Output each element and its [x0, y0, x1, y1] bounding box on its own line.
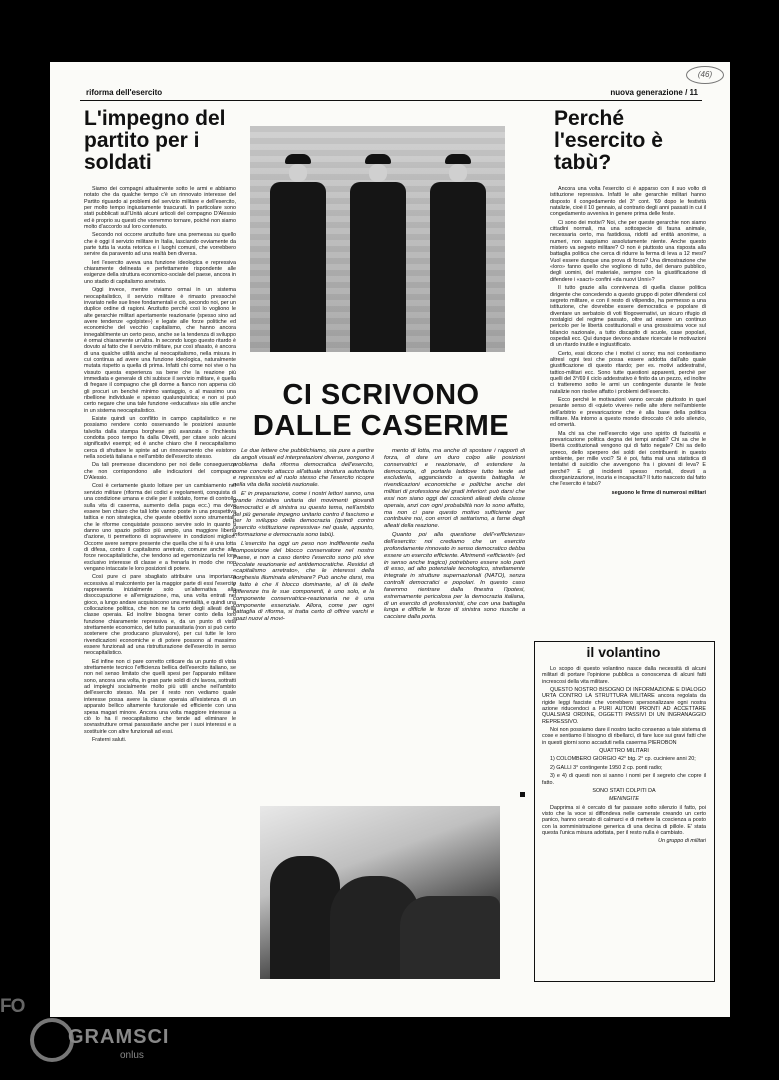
article-paragraph: Ma chi sa che nell'esercito vige uno spirito di faziosità e prevaricazione politica degna dei tempi andati? Chi sa che le libertà costituzionali vengono qui di fatto negate? Chi sa dello spreco, dello sperpero dei soldi dei contribuenti in questo ambiente, per mille voci? Si è poi, fatta mai una statistica di tentativi di suicidio che avvengono fra i giovani di leva? E perché? E gli incidenti spesso mortali, dovuti a disorganizzazione, incuria e incapacità? Il tutto nascosto dal fatto che l'esercito è tabù? [550, 430, 706, 488]
article-paragraph: Il tutto grazie alla connivenza di quella classe politica dirigente che concedendo a questo gruppo di poter difendersi col segreto militare, e con il resto di vilipendio, ha permesso a una istituzione, che dovrebbe essere democratica e popolare di diventare un serbatoio di voti filogovernativi, un sicuro rifugio di nostalgici del regime passato, oltre ad essere un continuo pericolo per le libertà costituzionali e una grossissima voce sul bilancio nazionale, a tutto discapito di scuole, case popolari, ospedali ecc. Qui dunque devono andare ricercate le motivazioni di un ritardo inutile e ingiustificato. [550, 285, 706, 349]
article-paragraph: L'esercito ha oggi un peso non indifferente nella composizione del blocco conservatore nel nostro Paese, e non a caso dentro l'esercito sono più vive circolate reazionarie ed antidemocratiche. Residui di «capitalismo arretrato», che le interessi della borghesia illuminata eliminare? Può anche darsi, ma il fatto è che il blocco dominante, al di là delle differenze tra le sue componenti, è uno solo, e la componente conservatrice-reazionaria ne è una componente essenziale. Allora, come per ogni battaglia di riforma, si tratta certo di offrire varchi e spazi nuovi al movi- [233, 540, 374, 623]
volantino-paragraph: Noi non possiamo dare il nostro tacito consenso a tale sistema di cose e sentiamo il bisogno di ribellarci, di fare luce sui gravi fatti che in questi giorni sono accaduti nella caserma PIEROBON [542, 727, 706, 746]
struck-disease: MENINGITE [609, 796, 639, 803]
article-paragraph: Ci sono dei motivi? Noi, che per queste gerarchie non siamo cittadini normali, ma una sottospecie di fauna animale, necessaria certo, ma fastidiosa, ridotti ad entità anonime, a numeri, non sappiamo assolutamente niente. Anche questo mistero va segreto militare? O non è piuttosto una risposta alla battaglia politica che cerca di ridurre la ferma di leva a 12 mesi? Vuol essere dunque una prova di forza? Una dimostrazione che «loro» fanno quello che vogliono di tutto, del denaro pubblico, degli uomini, del materiale, sempre con la giustificazione di difendere i «sacri» confini «da nuovi Unni»? [550, 219, 706, 283]
officer-figure [350, 154, 406, 352]
page-number: nuova generazione / 11 [610, 88, 698, 97]
article-paragraph: mento di lotta, ma anche di spostare i rapporti di forza, di dare un duro colpo alle posizioni conservatrici e reazionarie, di estendere la democrazia, di portarla laddove tutto tende ad escluderla, agganciando a questa battaglia le rivendicazioni economiche e politiche anche dei militari di professione dei gradi inferiori: può darsi che essi non siano oggi dei coscienti alleati della classe operaia, anzi con ogni probabilità non lo sono affatto, ma non ci pare questo motivo sufficiente per contribuire noi, con errori di settarismo, a farne degli alleati della reazione. [384, 448, 525, 530]
article-paragraph: Secondo noi occorre anzitutto fare una premessa su quello che è oggi il servizio militare in Italia, lasciando ovviamente da parte tutta la vuota retorica e i luoghi comuni, che vorrebbero servire da paravento ad una realtà ben diversa. [84, 232, 236, 258]
right-headline: Perché l'esercito è tabù? [554, 107, 663, 174]
right-article [550, 186, 706, 612]
article-paragraph: Così pure ci pare sbagliato attribuire una importanza eccessiva al malcontento per la maggior parte di essi l'esercito rappresenta inizialmente solo un'alternativa alla disoccupazione e all'emigrazione, ma, una volta entrati nel gioco, a lungo andare acquisiscono una mentalità, e quindi una collocazione politica, che non ne fa certo degli alleati della classe operaia. Ed inoltre bisogna tener conto della loro funzione chiaramente repressiva e, da un punto di vista strettamente economico, del tutto parassitaria (non si può certo sostenere che producano plusvalore), per cui tutte le loro rivendicazioni economiche e di potere possono al massimo essere funzionali ad una ristrutturazione dell'esercito in senso neocapitalistico. [84, 574, 236, 657]
article-paragraph: Ieri l'esercito aveva una funzione ideologica e repressiva chiaramente delineata e perfettamente rispondente alle esigenze della struttura economico-sociale del paese, ancora in uno stadio di capitalismo arretrato. [84, 259, 236, 285]
name-entry: 3) e 4) di questi non si sanno i nomi per il segreto che copre il fatto. [542, 773, 706, 786]
article-paragraph: Da tali premesse discendono per noi delle conseguenze che non corrispondono alle indicazioni del compagno D'Alessio. [84, 462, 236, 482]
article-paragraph: Esiste quindi un conflitto in campo capitalistico e ne possiamo rendere conto osservando le posizioni assunte talvolta dalla stampa borghese più avanzata o l'inchiesta condotta poco tempo fa dalla Olivetti, per citare solo alcuni significativi esempi; ed è anche chiaro che il neocapitalismo cerca di sfruttare le spinte ad un rinnovamento che esistono nella società italiana e nell'ambito dell'esercito stesso. [84, 416, 236, 461]
left-headline: L'impegno del partito per i soldati [84, 107, 226, 174]
struck-line: SONO STATI COLPITI DA [592, 787, 656, 794]
end-mark [520, 792, 525, 797]
names-heading: QUATTRO MILITARI [599, 748, 649, 755]
article-paragraph: Ecco perché le motivazioni vanno cercate piuttosto in quel pesante senso di «quieto vivere» nelle alte sfere nell'ambiente dell'arbitrio e prevaricazione che è alla base della politica militare. Ma intorno a questo mondo diroccato c'è solo silenzio, ed omertà. [550, 397, 706, 429]
generals-photo [250, 126, 505, 352]
article-paragraph: Ancora una volta l'esercito ci è apparso con il suo volto di istituzione repressiva. Infatti le alte gerarchie militari hanno disposto il congedamento del 3° cont. '69 dopo le festività natalizie, cioè il 10 gennaio, al contrario degli anni passati in cui il congedamento avveniva in genere prima delle feste. [550, 186, 706, 218]
officer-figure [430, 154, 486, 352]
name-entry: 1) COLOMBERO GIORGIO 42° btg. 2° cp. cuciniere anni 20; [550, 756, 696, 763]
article-paragraph: Certo, essi dicono che i motivi ci sono; ma noi contestiamo altresì ogni tesi che possa essere addotta dall'alto quale giustificazione di questo ritardo; per es. motivi addestrativi, tattico-militari ecc. Sono tutte questioni apparenti, perché per quelli del 3°/69 il ciclo addestrativo è finito da un pezzo, ed inoltre ci tratteremo sotto le armi un contingente durante le feste natalizie non risolve affatto i problemi dell'esercito. [550, 350, 706, 395]
intro-column-1 [233, 448, 374, 803]
page-header [80, 86, 702, 101]
article-paragraph: Fraterni saluti. [92, 736, 127, 743]
volantino-title: il volantino [586, 644, 661, 660]
article-paragraph: Siamo dei compagni attualmente sotto le armi e abbiamo notato che da qualche tempo c'è un rinnovato interesse del Partito riguardo ai problemi del servizio militare e dell'esercito, per molto tempo ingiustamente trascurati. In particolare sono stati pubblicati sull'Unità alcuni articoli del compagno D'Alessio ed è proprio su questi che vorremmo tornare, poiché non siamo molto d'accordo sul loro contenuto. [84, 186, 236, 231]
newspaper-page [50, 62, 730, 1017]
article-paragraph: Quanto poi alla questione dell'«efficienza» dell'esercito: noi crediamo che un esercito profondamente rinnovato in senso democratico debba essere un esercito efficiente. Altrimenti «efficienti» (ed in senso anche tragico) potrebbero essere solo parti di esso, ad alto potenziale tecnologico, strettamente integrate in strutture supernazionali (NATO), senza controlli democratici e popolari. In questo caso faremmo rientrare dalla finestra l'ipotesi, estremamente pericolosa per la democrazia italiana, di un esercito di professionisti, che con una battaglia lunga e difficile le forze di sinistra sono riuscite a cacciare dalla porta. [384, 532, 525, 621]
article-paragraph: Le due lettere che pubblichiamo, sia pure a partire da angoli visuali ed interpretazioni diverse, pongono il problema della riforma democratica dell'esercito, come concreto attacco all'attuale struttura autoritaria e repressiva ed al ruolo stesso che l'esercito ricopre nella vita della società nazionale. [233, 448, 374, 489]
article-paragraph: Ed infine non ci pare corretto criticare da un punto di vista strettamente tecnico l'efficienza bellica dell'esercito italiano, se non nel senso limitato che quelli spesi per l'apparato militare sono, ancora una volta, in gran parte soldi di chi lavora, sottratti ad impieghi socialmente molto più utili anche nell'ambito dell'esercito stesso. Ma per il resto non vediamo quale interesse possa avere la classe operaia all'esistenza di un apparato bellico altamente funzionale ed efficiente con una spesa magari minore. Ancora una volta maggiore interesse a ciò lo ha il neocapitalismo che tende ad eliminare le sovrastrutture ormai parassitarie anche per i suoi interessi e a sostituirle con altre funzionali ad essi. [84, 658, 236, 735]
main-title: CI SCRIVONO DALLE CASERME [252, 379, 510, 442]
left-article [84, 186, 236, 986]
section-label: riforma dell'esercito [86, 88, 163, 97]
article-paragraph: Così è certamente giusto lottare per un cambiamento nel servizio militare (riforma dei codici e regolamenti, conquista di una condizione umana e civile per il soldato, forme di controllo sulla vita di caserma, aumento della paga ecc.) ma deve essere ben chiaro che tali lotte vanno poste in una prospettiva tattica e non strategica, che queste obiettivi sono strumentali, che le riforme conquistate possono servire solo in quanto ti danno uno spazio politico più ampio, una maggiore libertà d'azione, ti permettono di sopravvivere in condizioni migliori. Occorre avere sempre presente che quella che si fa è una lotta di difesa, contro il capitalismo arretrato, comune anche alle forze neocapitalistiche, che tendono ad egemonizzarla nel loro esclusivo interesse di classe e a frenarla in modo che non vengano intaccate le loro posizioni di potere. [84, 483, 236, 572]
intro-column-2 [384, 448, 525, 803]
archive-stamp: (46) [686, 66, 724, 84]
article-paragraph: Oggi invece, mentre viviamo ormai in un sistema neocapitalistico, il servizio militare è rimasto pressoché invariato nelle sue linee fondamentali e ciò, secondo noi, per un duplice ordine di ragioni. Anzitutto perché così lo vogliono le alte gerarchie militari apertamente reazionarie (spesso sino ad avere tendenze «golpiste») e legate alle forze politiche ed economiche del vecchio capitalismo, che hanno ancora innegabilmente un certo peso, anche se la tendenza di sviluppo è ormai chiaramente un'altra. In secondo luogo questo ritardo è dovuto al fatto che il servizio militare, pur così sfasato, è ancora di una qualche utilità anche al neocapitalismo, nella misura in cui continua ad avere una funzione ideologica, naturalmente mutata rispetto a quella di prima. Infatti chi come noi vive o ha vissuto questa esperienza sa bene che la reazione più immediata e generale di chi subisce il servizio militare, è quella di fregare il compagno che gli dorme a fianco non appena ciò gli procuri un benché minimo vantaggio, o al massimo una ribellione individuale e spesso qualunquistica; e non si può certo negare che una tale funzione «educativa» sia utile anche in un sistema neocapitalistico. [84, 287, 236, 414]
article-paragraph: E' in preparazione, come i nostri lettori sanno, una grande iniziativa unitaria dei movimenti giovanili democratici e di sinistra su questo tema, nell'ambito del più generale impegno unitario contro il fascismo e per lo sviluppo della democrazia (quindi contro l'esercito «istituzione repressiva» nel quale, appunto, informazione e democrazia sono tabù). [233, 491, 374, 539]
volantino-closing: Dapprima si è cercato di far passare sotto silenzio il fatto, poi visto che la voce si diffondeva nelle camerate creando un certo panico, hanno cercato di calmarci e di mettere la coscienza a posto con la somministrazione generica di una decina di pillole. E' stata questa l'unica misura adottata, per il resto nulla è cambiato. [542, 804, 706, 836]
volantino-signature: Un gruppo di militari [658, 838, 706, 845]
watermark-name: GRAMSCI [68, 1026, 170, 1048]
watermark-left: FO [0, 996, 25, 1017]
officer-figure [270, 154, 326, 352]
name-entry: 2) GALLI 3° contingente 1950 2 cp. ponti radio; [550, 764, 663, 771]
volantino-paragraph: QUESTO NOSTRO BISOGNO DI INFORMAZIONE E DIALOGO URTA CONTRO LA STRUTTURA MILITARE ancora regolata da rigide leggi fasciste che vorrebbero spersonalizzare ogni nostra azione riducendoci a PURI AUTOMI PRONTI AD ACCETTARE QUALSIASI ORDINE, OGGETTI PASSIVI DI UN INGRANAGGIO REPRESSIVO. [542, 687, 706, 725]
volantino-text [542, 666, 706, 976]
watermark-sub: onlus [120, 1050, 144, 1061]
soldiers-photo [260, 806, 500, 979]
right-signature: seguono le firme di numerosi militari [611, 489, 706, 496]
volantino-paragraph: Lo scopo di questo volantino nasce dalla necessità di alcuni militari di portare l'opinione pubblica a conoscenza di alcuni fatti increscosi della vita militare. [542, 666, 706, 685]
